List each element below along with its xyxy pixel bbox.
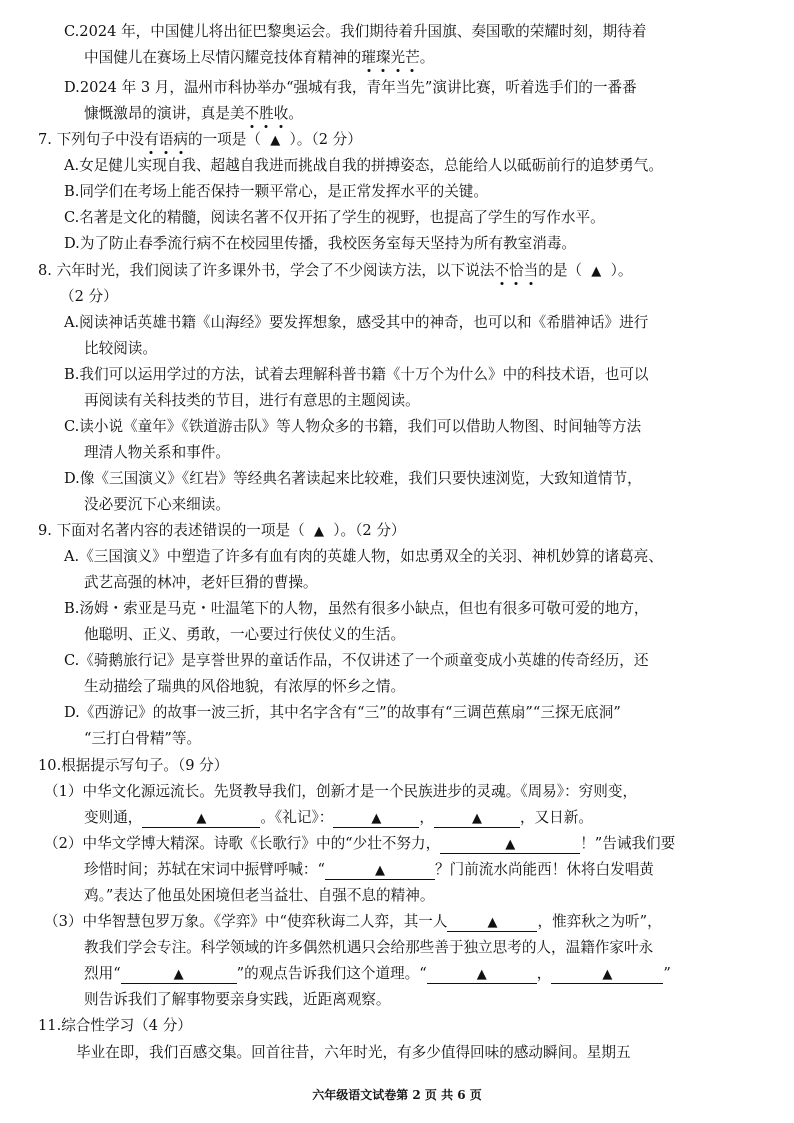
answer-blank[interactable]: ▲	[142, 809, 260, 828]
q8-option-d-line2: 没必要沉下心来细读。	[84, 496, 230, 513]
q8-option-d-line1: D.像《三国演义》《红岩》等经典名著读起来比较难，我们只要快速浏览，大致知道情节，	[64, 470, 642, 487]
q11-title: 11.综合性学习（4 分）	[38, 1017, 192, 1034]
q10-part3-line3: 烈用“ ▲ ”的观点告诉我们这个道理。“ ▲ ， ▲ ”	[84, 965, 671, 982]
q6-option-d-line1: D.2024 年 3 月，温州市科协举办“强城有我，青年当先”演讲比赛，听着选手们的一番番	[64, 79, 637, 96]
q7-stem: 7. 下列句子中没有语病的一项是（ ▲ ）。（2 分）	[38, 131, 362, 148]
q10-part3-line1: （3）中华智慧包罗万象。《学弈》中“使弈秋诲二人弈，其一人 ▲ ，惟弈秋之为听”，	[44, 913, 662, 930]
q10-part1-line2: 变则通， ▲ 。《礼记》： ▲ ， ▲ ，又日新。	[84, 809, 593, 826]
q8-option-a-line2: 比较阅读。	[84, 340, 157, 357]
q9-option-a-line1: A.《三国演义》中塑造了许多有血有肉的英雄人物，如忠勇双全的关羽、神机妙算的诸葛亮、	[64, 548, 663, 565]
q10-part3-line2: 教我们学会专注。科学领域的许多偶然机遇只会给那些善于独立思考的人，温籍作家叶永	[84, 939, 654, 956]
q7-option-b: B.同学们在考场上能否保持一颗平常心，是正常发挥水平的关键。	[64, 183, 488, 200]
q9-stem: 9. 下面对名著内容的表述错误的一项是（ ▲ ）。（2 分）	[38, 522, 406, 539]
q6-option-d-line2: 慷慨激昂的演讲，真是美不胜收。	[84, 105, 303, 122]
q9-option-c-line2: 生动描绘了瑞典的风俗地貌，有浓厚的怀乡之情。	[84, 678, 406, 695]
q8-option-b-line1: B.我们可以运用学过的方法，试着去理解科普书籍《十万个为什么》中的科技术语，也可以	[64, 366, 649, 383]
answer-triangle: ▲	[270, 133, 281, 148]
page-footer: 六年级语文试卷第 2 页 共 6 页	[312, 1088, 482, 1102]
q10-title: 10.根据提示写句子。（9 分）	[38, 757, 229, 774]
answer-blank[interactable]: ▲	[325, 861, 435, 880]
answer-blank[interactable]: ▲	[440, 835, 580, 854]
q8-option-a-line1: A.阅读神话英雄书籍《山海经》要发挥想象，感受其中的神奇，也可以和《希腊神话》进行	[64, 314, 649, 331]
q8-option-c-line2: 理清人物关系和事件。	[84, 444, 230, 461]
answer-blank[interactable]: ▲	[447, 913, 537, 932]
q8-option-b-line2: 再阅读有关科技类的节目，进行有意思的主题阅读。	[84, 392, 420, 409]
q7-option-a: A.女足健儿实现自我、超越自我进而挑战自我的拼搏姿态，总能给人以砥砺前行的追梦勇气。	[64, 157, 663, 174]
q8-score: （2 分）	[60, 288, 118, 305]
q9-option-b-line2: 他聪明、正义、勇敢，一心要过行侠仗义的生活。	[84, 626, 406, 643]
answer-blank[interactable]: ▲	[333, 809, 419, 828]
answer-triangle: ▲	[313, 524, 324, 539]
q10-part3-line4: 则告诉我们了解事物要亲身实践，近距离观察。	[84, 991, 391, 1008]
q9-option-c-line1: C.《骑鹅旅行记》是享誉世界的童话作品，不仅讲述了一个顽童变成小英雄的传奇经历，还	[64, 652, 649, 669]
answer-blank[interactable]: ▲	[121, 965, 237, 984]
answer-blank[interactable]: ▲	[434, 809, 520, 828]
q9-option-d-line2: “三打白骨精”等。	[84, 730, 202, 747]
q7-option-c: C.名著是文化的精髓，阅读名著不仅开拓了学生的视野，也提高了学生的写作水平。	[64, 209, 605, 226]
q10-part2-line1: （2）中华文学博大精深。诗歌《长歌行》中的“少壮不努力， ▲ ！”告诫我们要	[44, 835, 676, 852]
q9-option-d-line1: D.《西游记》的故事一波三折，其中名字含有“三”的故事有“三调芭蕉扇”“三探无底洞”	[64, 704, 621, 721]
q6-option-c-line2: 中国健儿在赛场上尽情闪耀竞技体育精神的璀璨光芒。	[84, 49, 435, 66]
answer-blank[interactable]: ▲	[427, 965, 537, 984]
q8-option-c-line1: C.读小说《童年》《铁道游击队》等人物众多的书籍，我们可以借助人物图、时间轴等方法	[64, 418, 642, 435]
answer-blank[interactable]: ▲	[551, 965, 663, 984]
q9-option-a-line2: 武艺高强的林冲，老奸巨猾的曹操。	[84, 574, 318, 591]
q10-part2-line3: 鸡。”表达了他虽处困境但老当益壮、自强不息的精神。	[84, 887, 435, 904]
q8-stem: 8. 六年时光，我们阅读了许多课外书，学会了不少阅读方法，以下说法不恰当的是（ ▲ ）。	[38, 262, 633, 279]
answer-triangle: ▲	[591, 264, 602, 279]
q10-part2-line2: 珍惜时间；苏轼在宋词中振臂呼喊：“ ▲ ？门前流水尚能西！休将白发唱黄	[84, 861, 654, 878]
q7-option-d: D.为了防止春季流行病不在校园里传播，我校医务室每天坚持为所有教室消毒。	[64, 235, 577, 252]
q9-option-b-line1: B.汤姆・索亚是马克・吐温笔下的人物，虽然有很多小缺点，但也有很多可敬可爱的地方，	[64, 600, 649, 617]
q10-part1-line1: （1）中华文化源远流长。先贤教导我们，创新才是一个民族进步的灵魂。《周易》：穷则变，	[44, 783, 638, 800]
q6-option-c-line1: C.2024 年，中国健儿将出征巴黎奥运会。我们期待着升国旗、奏国歌的荣耀时刻，期待着	[64, 23, 647, 40]
q11-text: 毕业在即，我们百感交集。回首往昔，六年时光，有多少值得回味的感动瞬间。星期五	[76, 1044, 631, 1061]
